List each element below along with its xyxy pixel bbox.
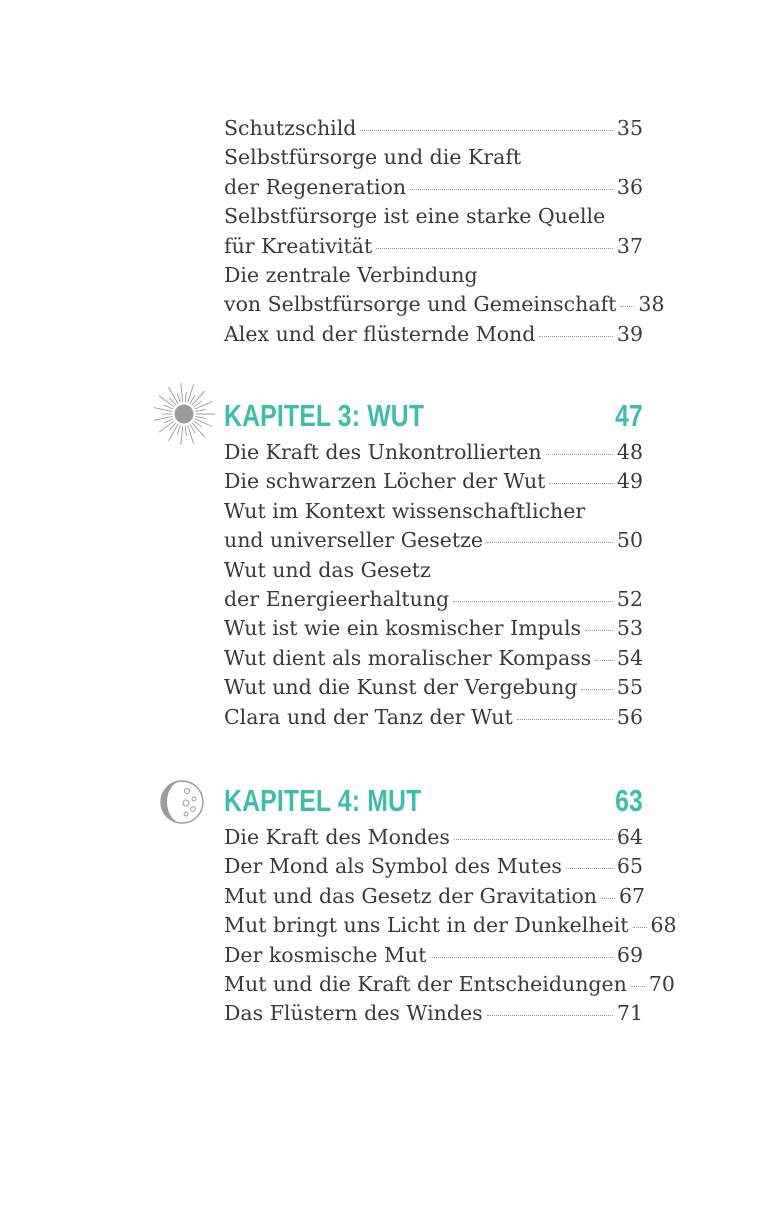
toc-entry-line [224, 114, 643, 143]
chapter-heading[interactable] [224, 398, 643, 434]
toc-entry-title: Der kosmische Mut [224, 942, 427, 967]
dot-leader [581, 689, 612, 690]
toc-entry-title: von Selbstfürsorge und Gemeinschaft [224, 292, 617, 317]
toc-entry-title: Das Flüstern des Windes [224, 1001, 483, 1026]
dot-leader [430, 957, 612, 958]
toc-page-number: 39 [616, 321, 643, 346]
toc-page-number: 70 [648, 972, 675, 997]
toc-page-number: 54 [616, 645, 643, 670]
toc-page-number: 68 [650, 913, 677, 938]
toc-entry[interactable] [224, 497, 643, 556]
toc-entry-title: Selbstfürsorge und die Kraft [224, 145, 522, 170]
toc-entry-line [224, 290, 665, 319]
dot-leader [546, 454, 613, 455]
toc-entry-line [224, 438, 643, 467]
sun-icon [152, 376, 216, 452]
toc-entry-line [224, 823, 643, 852]
dot-leader [595, 660, 613, 661]
toc-entry[interactable] [224, 823, 643, 852]
dot-leader [620, 306, 634, 307]
chapter-page: 47 [615, 398, 643, 433]
toc-page-number: 65 [616, 854, 643, 879]
toc-entry-line [224, 703, 643, 732]
toc-entry-title: der Energieerhaltung [224, 587, 450, 612]
toc-entry-list [224, 438, 643, 732]
toc-page-number: 69 [616, 942, 643, 967]
toc-entry-line [224, 673, 643, 702]
toc-entry-line [224, 261, 643, 290]
toc-entry-title: der Regeneration [224, 174, 407, 199]
toc-entry-title: Die Kraft des Unkontrollierten [224, 440, 542, 464]
toc-entry-title: Clara und der Tanz der Wut [224, 704, 513, 729]
toc-section-continued [224, 114, 665, 349]
toc-entry-line [224, 320, 643, 349]
toc-entry-line [224, 526, 643, 555]
toc-entry-line [224, 232, 643, 261]
toc-entry-title: Die zentrale Verbindung [224, 263, 478, 288]
toc-entry-title: Mut und das Gesetz der Gravitation [224, 883, 597, 908]
toc-entry-line [224, 970, 675, 999]
toc-entry-line [224, 852, 643, 881]
toc-entry-title: Die Kraft des Mondes [224, 825, 450, 849]
toc-entry-title: Wut und das Gesetz [224, 557, 431, 582]
dot-leader [360, 130, 612, 131]
toc-page-number: 49 [616, 469, 643, 494]
toc-entry-list [224, 114, 665, 349]
dot-leader [585, 630, 613, 631]
toc-entry-line [224, 556, 643, 585]
toc-entry-line [224, 467, 643, 496]
toc-entry[interactable] [224, 202, 643, 261]
toc-entry-title: Wut ist wie ein kosmischer Impuls [224, 616, 582, 641]
toc-entry[interactable] [224, 999, 643, 1028]
toc-entry-title: für Kreativität [224, 233, 373, 258]
toc-page-number: 56 [616, 704, 643, 729]
toc-entry-title: und universeller Gesetze [224, 528, 484, 553]
toc-entry-title: Wut dient als moralischer Kompass [224, 645, 592, 670]
toc-entry[interactable] [224, 320, 643, 349]
toc-page-number: 71 [616, 1001, 643, 1026]
dot-leader [487, 542, 613, 543]
toc-entry[interactable] [224, 673, 643, 702]
moon-icon [158, 778, 206, 826]
toc-entry-line [224, 882, 646, 911]
toc-entry-line [224, 911, 677, 940]
toc-entry-line [224, 143, 643, 172]
chapter-4 [224, 783, 677, 1029]
toc-entry[interactable] [224, 143, 643, 202]
toc-entry[interactable] [224, 114, 643, 143]
toc-entry-title: Mut und die Kraft der Entscheidungen [224, 972, 627, 997]
dot-leader [566, 868, 613, 869]
dot-leader [601, 898, 615, 899]
toc-page-number: 36 [616, 174, 643, 199]
toc-page-number: 67 [619, 883, 646, 908]
toc-entry[interactable] [224, 970, 675, 999]
dot-leader [539, 336, 613, 337]
toc-entry-title: Selbstfürsorge ist eine starke Quelle [224, 204, 606, 229]
toc-entry-line [224, 999, 643, 1028]
toc-entry[interactable] [224, 261, 665, 320]
chapter-3 [224, 398, 643, 732]
toc-entry-title: Wut im Kontext wissenschaftlicher [224, 498, 586, 523]
dot-leader [410, 189, 613, 190]
toc-entry-line [224, 614, 643, 643]
toc-page-number: 52 [616, 587, 643, 612]
toc-entry-line [224, 173, 643, 202]
toc-entry-line [224, 644, 643, 673]
toc-entry-line [224, 202, 643, 231]
dot-leader [487, 1015, 613, 1016]
toc-page-number: 35 [616, 116, 643, 140]
toc-entry-title: Alex und der flüsternde Mond [224, 321, 536, 346]
toc-page-number: 53 [616, 616, 643, 641]
toc-entry-title: Der Mond als Symbol des Mutes [224, 854, 562, 879]
toc-page-number: 55 [616, 675, 643, 700]
toc-entry[interactable] [224, 852, 643, 881]
toc-entry-line [224, 941, 643, 970]
toc-page-number: 64 [616, 825, 643, 849]
toc-entry[interactable] [224, 911, 677, 940]
toc-entry[interactable] [224, 614, 643, 643]
dot-leader [453, 601, 613, 602]
dot-leader [376, 248, 613, 249]
chapter-heading[interactable] [224, 783, 643, 819]
chapter-title: KAPITEL 4: MUT [224, 783, 422, 818]
toc-entry-line [224, 497, 643, 526]
toc-entry-line [224, 585, 643, 614]
dot-leader [633, 927, 647, 928]
toc-entry-title: Mut bringt uns Licht in der Dunkelheit [224, 913, 629, 938]
dot-leader [549, 483, 613, 484]
toc-page-number: 48 [616, 440, 643, 464]
toc-entry[interactable] [224, 556, 643, 615]
toc-entry[interactable] [224, 703, 643, 732]
toc-entry-list [224, 823, 677, 1029]
toc-entry-title: Die schwarzen Löcher der Wut [224, 469, 546, 494]
toc-page-number: 38 [638, 292, 665, 317]
toc-entry[interactable] [224, 644, 643, 673]
toc-entry-title: Schutzschild [224, 116, 357, 140]
toc-page-number: 37 [616, 233, 643, 258]
toc-entry[interactable] [224, 467, 643, 496]
chapter-title: KAPITEL 3: WUT [224, 398, 425, 433]
toc-entry[interactable] [224, 438, 643, 467]
dot-leader [517, 719, 613, 720]
dot-leader [454, 839, 613, 840]
toc-entry-title: Wut und die Kunst der Vergebung [224, 675, 578, 700]
toc-entry[interactable] [224, 882, 646, 911]
dot-leader [631, 986, 645, 987]
toc-page-number: 50 [616, 528, 643, 553]
chapter-page: 63 [615, 783, 643, 818]
toc-entry[interactable] [224, 941, 643, 970]
